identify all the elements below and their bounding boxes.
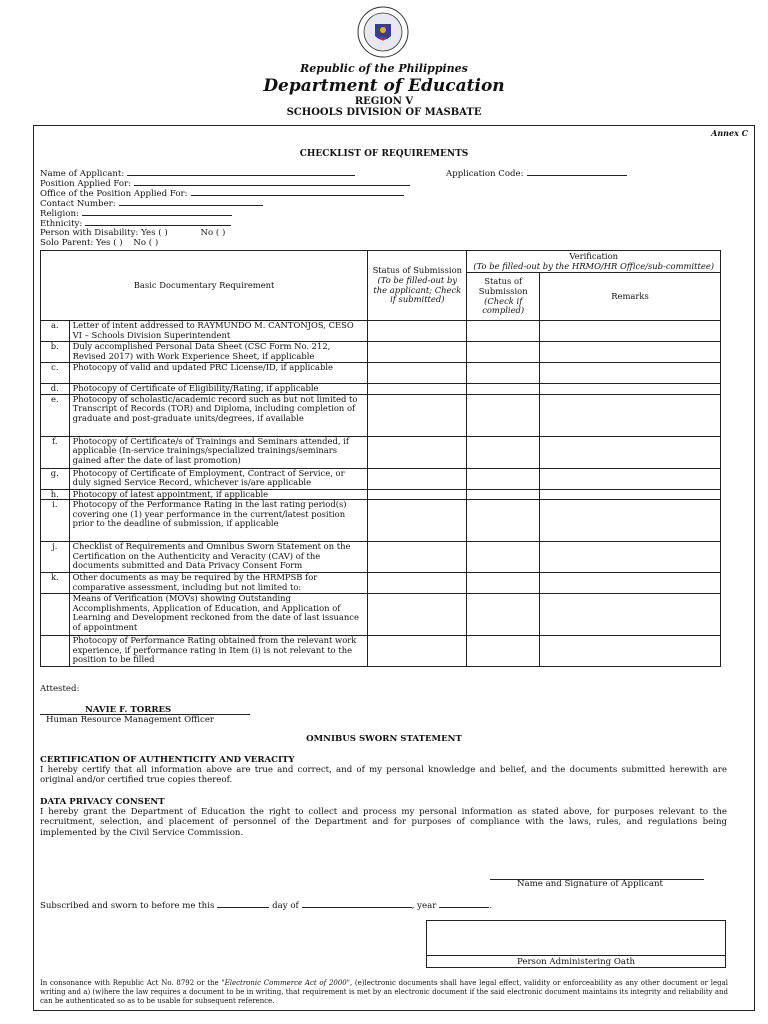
applicant-name-line <box>127 167 355 176</box>
applicant-status-cell[interactable] <box>368 468 467 489</box>
legal-footer <box>40 979 728 1006</box>
region-heading: REGION V <box>354 96 414 107</box>
verification-status-cell[interactable] <box>467 321 540 342</box>
requirement-description: Photocopy of Certificate/s of Trainings and Seminars attended, if applicable (In-service trainings/specialized trainings/seminars gained after the date of last promotion) <box>69 436 368 468</box>
sworn-statement-line[interactable]: Subscribed and sworn to before me this day of , year . <box>40 901 493 911</box>
division-heading: SCHOOLS DIVISION OF MASBATE <box>286 107 482 118</box>
applicant-signature-label: Name and Signature of Applicant <box>517 879 663 889</box>
requirement-row <box>41 436 721 468</box>
application-code-label: Application Code: <box>446 169 524 179</box>
requirement-description: Photocopy of latest appointment, if applicable <box>69 489 368 500</box>
omnibus-title: OMNIBUS SWORN STATEMENT <box>306 734 462 744</box>
republic-heading: Republic of the Philippines <box>300 62 468 75</box>
requirement-description: Photocopy of Certificate of Eligibility/Rating, if applicable <box>69 384 368 395</box>
requirement-description: Photocopy of valid and updated PRC License/ID, if applicable <box>69 363 368 384</box>
requirement-row <box>41 500 721 542</box>
office-label: Office of the Position Applied For: <box>40 189 188 199</box>
applicant-status-cell[interactable] <box>368 594 467 636</box>
verification-status-cell[interactable] <box>467 489 540 500</box>
remarks-cell[interactable] <box>539 468 720 489</box>
remarks-cell[interactable] <box>539 542 720 573</box>
remarks-cell[interactable] <box>539 436 720 468</box>
remarks-cell[interactable] <box>539 636 720 667</box>
remarks-cell[interactable] <box>539 500 720 542</box>
remarks-cell[interactable] <box>539 342 720 363</box>
requirement-row <box>41 573 721 594</box>
verification-status-cell[interactable] <box>467 594 540 636</box>
applicant-status-cell[interactable] <box>368 321 467 342</box>
verification-status-cell[interactable] <box>467 636 540 667</box>
requirement-letter <box>41 594 70 636</box>
sworn-text-a: Subscribed and sworn to before me this <box>40 901 215 911</box>
attested-label: Attested: <box>40 684 80 694</box>
verification-status-cell[interactable] <box>467 573 540 594</box>
pwd-yes-option[interactable]: Person with Disability: Yes ( ) <box>40 228 168 238</box>
footer-act-name: "Electronic Commerce Act of 2000" <box>221 979 350 987</box>
applicant-status-cell[interactable] <box>368 542 467 573</box>
requirement-description: Means of Verification (MOVs) showing Outstanding Accomplishments, Application of Education, and Application of Learning and Development reckoned from the date of last issuance of appointment <box>69 594 368 636</box>
requirement-description: Photocopy of scholastic/academic record such as but not limited to Transcript of Records (TOR) and Diploma, including completion of graduate and post-graduate units/degrees, if available <box>69 394 368 436</box>
checklist-title: CHECKLIST OF REQUIREMENTS <box>299 149 469 159</box>
hrmo-position: Human Resource Management Officer <box>46 715 215 725</box>
office-line <box>191 187 404 196</box>
requirement-description: Checklist of Requirements and Omnibus Sworn Statement on the Certification on the Authenticity and Veracity (CAV) of the documents submitted and Data Privacy Consent Form <box>69 542 368 573</box>
contact-label: Contact Number: <box>40 199 116 209</box>
oath-label: Person Administering Oath <box>426 955 726 968</box>
requirement-row <box>41 342 721 363</box>
verification-column-header: Verification (To be filled-out by the HRMO/HR Office/sub-committee) <box>467 251 721 273</box>
ethnicity-line <box>85 217 231 226</box>
verification-status-cell[interactable] <box>467 394 540 436</box>
applicant-status-cell[interactable] <box>368 384 467 395</box>
applicant-name-label: Name of Applicant: <box>40 169 125 179</box>
requirement-row <box>41 489 721 500</box>
pwd-field[interactable] <box>40 228 225 238</box>
sworn-year-blank[interactable] <box>439 899 489 908</box>
pwd-no-option[interactable]: No ( ) <box>200 228 226 238</box>
verification-status-cell[interactable] <box>467 542 540 573</box>
cav-text: I hereby certify that all information above are true and correct, and of my personal knowledge and belief, and the documents submitted herewith are original and/or certified true copies thereof. <box>40 765 727 786</box>
remarks-cell[interactable] <box>539 594 720 636</box>
data-privacy-text: I hereby grant the Department of Education the right to collect and process my personal information as stated above, for purposes relevant to the recruitment, selection, and placement of personnel of the Department and for purposes of compliance with the laws, rules, and regulations being implemented by the Civil Service Commission. <box>40 807 727 838</box>
remarks-cell[interactable] <box>539 573 720 594</box>
remarks-cell[interactable] <box>539 363 720 384</box>
applicant-status-cell[interactable] <box>368 342 467 363</box>
remarks-cell[interactable] <box>539 489 720 500</box>
requirement-description: Letter of intent addressed to RAYMUNDO M. CANTONJOS, CESO VI – Schools Division Superintendent <box>69 321 368 342</box>
footer-text-end: , (e)lectronic documents shall have legal effect, validity or enforceability as any other document or legal writing and a) (w)here the law requires a document to be in writing, that requirement is met by an electronic document if the said electronic document maintains its integrity and reliability and can be authenticated so as to be usable for subsequent reference. <box>40 979 728 1005</box>
requirement-letter: i. <box>41 500 70 542</box>
annex-label: Annex C <box>711 128 748 138</box>
department-heading: Department of Education <box>263 76 505 96</box>
requirement-row <box>41 394 721 436</box>
requirement-letter: e. <box>41 394 70 436</box>
position-label: Position Applied For: <box>40 179 132 189</box>
requirement-row <box>41 363 721 384</box>
verification-status-cell[interactable] <box>467 384 540 395</box>
requirement-description: Photocopy of Certificate of Employment, Contract of Service, or duly signed Service Record, whichever is/are applicable <box>69 468 368 489</box>
requirement-description: Photocopy of Performance Rating obtained from the relevant work experience, if performance rating in Item (i) is not relevant to the position to be filled <box>69 636 368 667</box>
applicant-status-cell[interactable] <box>368 394 467 436</box>
requirement-letter: d. <box>41 384 70 395</box>
solo-no-option[interactable]: No ( ) <box>133 238 159 248</box>
remarks-cell[interactable] <box>539 394 720 436</box>
verification-status-cell[interactable] <box>467 468 540 489</box>
footer-text-start: In consonance with Republic Act No. 8792 or the <box>40 979 222 987</box>
deped-seal <box>357 6 409 58</box>
requirement-letter: g. <box>41 468 70 489</box>
requirement-row <box>41 636 721 667</box>
position-line <box>134 177 410 186</box>
contact-line <box>119 197 263 206</box>
requirement-letter: c. <box>41 363 70 384</box>
remarks-cell[interactable] <box>539 321 720 342</box>
verification-status-cell[interactable] <box>467 436 540 468</box>
ethnicity-label: Ethnicity: <box>40 219 83 229</box>
sworn-day-blank[interactable] <box>217 899 269 908</box>
requirement-row <box>41 594 721 636</box>
requirement-letter <box>41 636 70 667</box>
data-privacy-title: DATA PRIVACY CONSENT <box>40 797 165 807</box>
applicant-status-cell[interactable] <box>368 636 467 667</box>
requirement-description: Photocopy of the Performance Rating in the last rating period(s) covering one (1) year performance in the current/latest position prior to the deadline of submission, if applicable <box>69 500 368 542</box>
requirement-letter: k. <box>41 573 70 594</box>
sworn-month-blank[interactable] <box>302 899 412 908</box>
applicant-status-cell[interactable] <box>368 500 467 542</box>
sworn-text-b: day of <box>272 901 299 911</box>
verification-status-cell[interactable] <box>467 363 540 384</box>
requirement-letter: j. <box>41 542 70 573</box>
requirement-description: Duly accomplished Personal Data Sheet (CSC Form No. 212, Revised 2017) with Work Experience Sheet, if applicable <box>69 342 368 363</box>
requirement-description: Other documents as may be required by the HRMPSB for comparative assessment, including but not limited to: <box>69 573 368 594</box>
verification-status-cell[interactable] <box>467 342 540 363</box>
requirement-letter: a. <box>41 321 70 342</box>
religion-line <box>82 207 232 216</box>
applicant-status-cell[interactable] <box>368 489 467 500</box>
solo-parent-field[interactable] <box>40 238 158 248</box>
requirement-column-header: Basic Documentary Requirement <box>41 251 368 321</box>
application-code-line <box>527 167 627 176</box>
solo-yes-option[interactable]: Solo Parent: Yes ( ) <box>40 238 123 248</box>
verification-status-cell[interactable] <box>467 500 540 542</box>
status-column-header: Status of Submission (To be filled-out by the applicant; Check if submitted) <box>368 251 467 321</box>
religion-label: Religion: <box>40 209 79 219</box>
application-code-field[interactable] <box>446 167 627 179</box>
requirement-letter: f. <box>41 436 70 468</box>
requirements-table <box>40 250 721 667</box>
applicant-status-cell[interactable] <box>368 436 467 468</box>
remarks-header: Remarks <box>539 273 720 321</box>
cav-title: CERTIFICATION OF AUTHENTICITY AND VERACITY <box>40 755 295 765</box>
applicant-status-cell[interactable] <box>368 363 467 384</box>
hrmo-name: NAVIE F. TORRES <box>85 705 172 715</box>
applicant-status-cell[interactable] <box>368 573 467 594</box>
requirement-row <box>41 468 721 489</box>
verification-status-header: Status of Submission (Check if complied) <box>467 273 540 321</box>
sworn-text-c: , year <box>411 901 437 911</box>
requirement-row <box>41 542 721 573</box>
requirement-letter: b. <box>41 342 70 363</box>
remarks-cell[interactable] <box>539 384 720 395</box>
requirement-letter: h. <box>41 489 70 500</box>
requirement-row <box>41 321 721 342</box>
requirement-row <box>41 384 721 395</box>
